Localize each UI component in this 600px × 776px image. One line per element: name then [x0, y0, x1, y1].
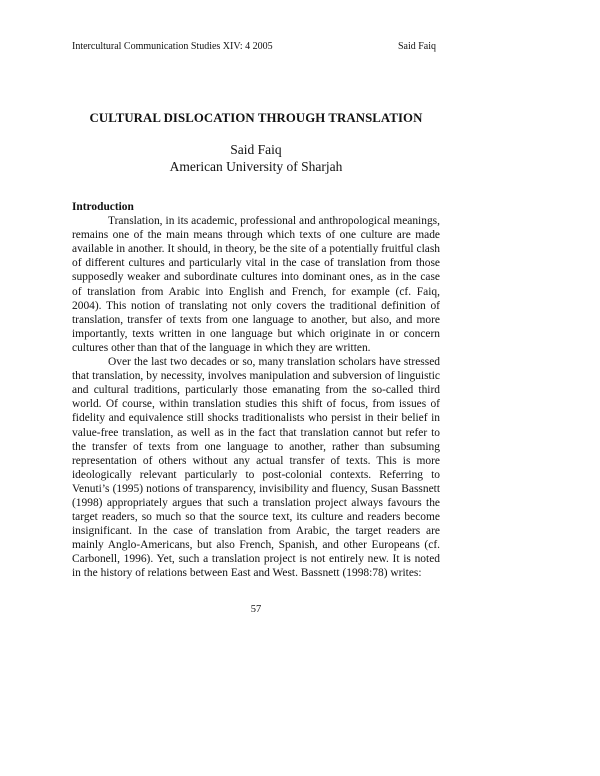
author-name: Said Faiq [230, 142, 282, 157]
running-head-author: Said Faiq [397, 41, 436, 52]
page-number: 57 [250, 604, 262, 615]
paragraph: Over the last two decades or so, many translation scholars have stressed that translation, by necessity, involves manipulation and subversion of linguistic and cultural traditions, particularly those emanating from the so-called third world. Of course, within translation studies this shift of focus, from issues of fidelity and equivalence still shocks traditionalists who persist in their belief in value-free translation, as well as in the fact that translation cannot but refer to the transfer of texts from one language to another, rather than subsuming representation of others without any actual transfer of texts. This is more ideologically relevant particularly to post-colonial contexts. Referring to Venuti’s (1995) notions of transparency, invisibility and fluency, Susan Bassnett (1998) appropriately argues that such a translation project always favours the target readers, so much so that the source text, its culture and readers become insignificant. In the case of translation from Arabic, the target readers are mainly Anglo-Americans, but also French, Spanish, and other Europeans (cf. Carbonell, 1996). Yet, such a translation project is not entirely new. It is noted in the history of relations between East and West. Bassnett (1998:78) writes: [72, 356, 440, 580]
article-title: CULTURAL DISLOCATION THROUGH TRANSLATION [89, 111, 423, 125]
paragraph: Translation, in its academic, professional and anthropological meanings, remains one of the main means through which texts of one culture are made available in another. It should, in theory, be the site of a potentially fruitful clash of different cultures and particularly vital in the case of translation from those supposedly weaker and subordinate cultures into dominant ones, as in the case of translation from Arabic into English and French, for example (cf. Faiq, 2004). This notion of translating not only covers the traditional definition of translation, transfer of texts from one language to another, but also, and more importantly, texts written in one language but which originate in or concern cultures other than that of the language in which they are written. [72, 215, 440, 354]
section-heading: Introduction [72, 201, 134, 213]
author-affiliation: American University of Sharjah [169, 159, 343, 174]
article-body [72, 200, 440, 581]
byline [0, 141, 512, 175]
journal-citation: Intercultural Communication Studies XIV: 4 2005 [72, 41, 273, 52]
